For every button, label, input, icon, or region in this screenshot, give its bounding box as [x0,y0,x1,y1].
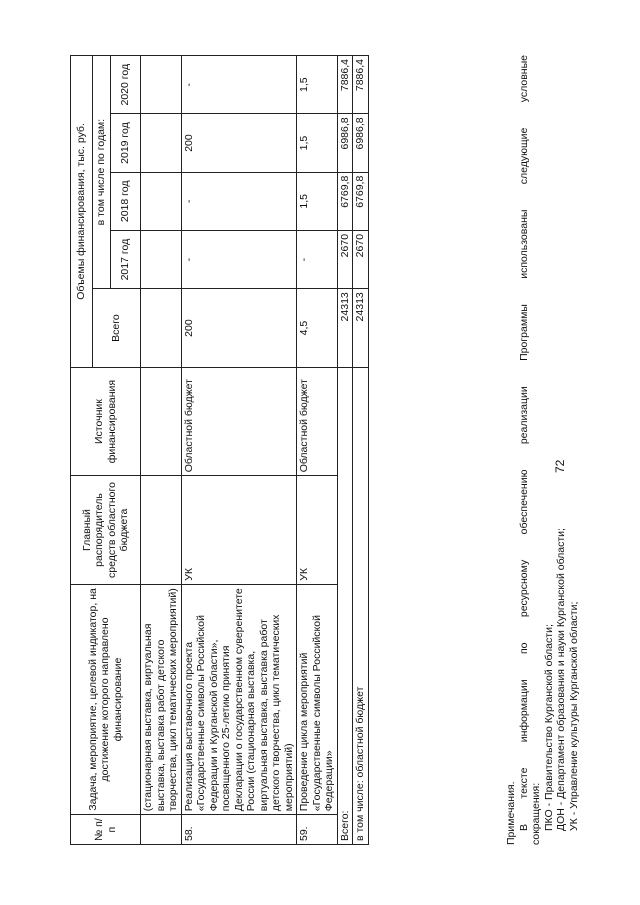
row-task: Проведение цикла мероприятий «Государственные символы Российской Федерации» [297,584,338,814]
row-2019 [141,114,182,172]
summary-2020: 7886,4 [353,56,369,114]
row-2020: 1,5 [297,56,338,114]
row-total: 200 [181,289,297,368]
header-funding: Объемы финансирования, тыс. руб. [71,56,93,368]
row-2017: - [181,230,297,288]
row-2018 [141,172,182,230]
notes-abbrev-don: ДОН - Департамент образования и науки Курганской области; [555,528,567,831]
header-total: Всего [93,289,141,368]
table-row [141,56,182,845]
summary-label: в том числе: областной бюджет [353,367,369,844]
row-manager: УК [181,476,297,584]
row-num [141,815,182,845]
notes-intro-line1: В тексте информации по ресурсному обеспечению реализации Программы использованы следующие условные [517,55,530,831]
row-2018: - [181,172,297,230]
row-source: Областной бюджет [297,367,338,475]
summary-2018: 6769,8 [337,172,353,230]
row-2018: 1,5 [297,172,338,230]
row-source: Областной бюджет [181,367,297,475]
row-num: 59. [297,815,338,845]
notes-abbrev-uk: УК - Управление культуры Курганской области; [567,601,580,831]
table-row [181,56,297,845]
row-2019: 200 [181,114,297,172]
row-2020: - [181,56,297,114]
header-2017: 2017 год [111,230,141,288]
page-number: 72 [553,459,567,473]
header-2020: 2020 год [111,56,141,114]
header-task: Задача, мероприятие, целевой индикатор, на достижение которого направлено финансирование [71,584,141,814]
row-num: 58. [181,815,297,845]
summary-2018: 6769,8 [353,172,369,230]
notes-section [505,55,580,845]
header-by-years: в том числе по годам: [93,56,111,289]
summary-total: 24313 [353,289,369,368]
row-total: 4,5 [297,289,338,368]
row-2020 [141,56,182,114]
notes-abbrev-pko: ПКО - Правительство Курганской области; [542,624,555,831]
row-task: (стационарная выставка, виртуальная выставка, выставка работ детского творчества, цикл тематических мероприятий) [141,584,182,814]
notes-title: Примечания. [505,781,517,845]
summary-2017: 2670 [337,230,353,288]
table-row [297,56,338,845]
summary-label: Всего: [337,367,353,844]
summary-row-regional [353,56,369,845]
row-manager: УК [297,476,338,584]
summary-2019: 6986,8 [353,114,369,172]
row-source [141,367,182,475]
row-total [141,289,182,368]
summary-2017: 2670 [353,230,369,288]
summary-total: 24313 [337,289,353,368]
summary-2019: 6986,8 [337,114,353,172]
header-2018: 2018 год [111,172,141,230]
header-2019: 2019 год [111,114,141,172]
summary-2020: 7886,4 [337,56,353,114]
notes-intro-line2: сокращения: [530,782,542,845]
header-manager: Главный распорядитель средств областного бюджета [71,476,141,584]
row-task: Реализация выставочного проекта «Государственные символы Российской Федерации и Курганской области», посвященного 25-летию принятия Декларации о государственном суверенитете России (стационарная выставка, виртуальная выставка, выставка работ детского творчества, цикл тематических мероприятий) [181,584,297,814]
row-2019: 1,5 [297,114,338,172]
header-num: № п/п [71,815,141,845]
funding-table [70,55,369,845]
row-2017: - [297,230,338,288]
summary-row-total [337,56,353,845]
row-2017 [141,230,182,288]
header-source: Источник финансирования [71,367,141,475]
row-manager [141,476,182,584]
